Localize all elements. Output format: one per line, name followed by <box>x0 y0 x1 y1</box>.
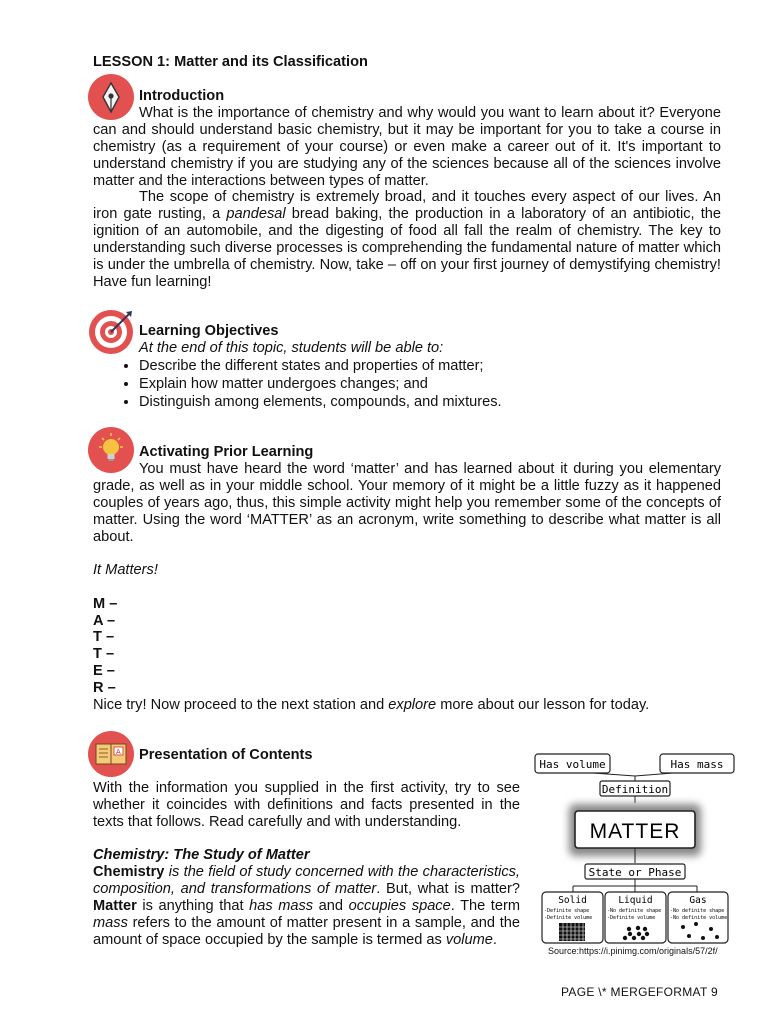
target-icon <box>88 309 134 355</box>
activity-closing: Nice try! Now proceed to the next station and explore more about our lesson for today. <box>93 697 650 713</box>
liquid-property: -No definite shape <box>607 908 662 914</box>
diagram-source: Source:https://i.pinimg.com/originals/57/2f/ <box>548 946 718 956</box>
objective-item: • Explain how matter undergoes changes; and <box>139 375 759 393</box>
liquid-property: -Definite volume <box>607 915 656 921</box>
presentation-intro: With the information you supplied in the first activity, try to see whether it coincides with definitions and facts presented in the texts that follows. Read carefully and with understanding. <box>93 780 520 830</box>
activity-title: It Matters! <box>93 562 158 578</box>
acronym-letter: R – <box>93 680 116 696</box>
book-icon <box>88 731 134 777</box>
gas-property: -No definite volume <box>670 915 728 921</box>
has-mass-label: Has mass <box>670 758 724 771</box>
definition-label: Definition <box>601 783 669 796</box>
prior-learning-heading: Activating Prior Learning <box>139 444 314 460</box>
objective-item: • Distinguish among elements, compounds, and mixtures. <box>139 393 759 411</box>
matter-definition: Chemistry is the field of study concerned with the characteristics, composition, and transformations of matter. But, what is matter? Matter is anything that has mass and occupies space. The term mass refers to the amount of matter present in a sample, and the amount of space occupied by the sample is termed as volume. <box>93 864 520 948</box>
objective-item: • Describe the different states and properties of matter; <box>139 357 759 375</box>
acronym-letter: E – <box>93 663 115 679</box>
acronym-letter: A – <box>93 613 116 629</box>
solid-property: -Definite shape <box>544 908 590 914</box>
objectives-list <box>93 357 759 411</box>
page-footer: PAGE \* MERGEFORMAT 9 <box>561 985 718 999</box>
solid-label: Solid <box>558 895 587 906</box>
presentation-heading: Presentation of Contents <box>139 747 313 763</box>
solid-property: -Definite volume <box>544 915 593 921</box>
intro-paragraph-2: The scope of chemistry is extremely broad, and it touches every aspect of our lives. An iron gate rusting, a pandesal bread baking, the production in a laboratory of an antibiotic, the ignition of an automobile, and the digesting of food all fall the realm of chemistry. The key to understanding such diverse processes is comprehending the fundamental nature of matter which is under the umbrella of chemistry. Now, take – off on your first journey of demystifying chemistry! Have fun learning! <box>93 189 722 290</box>
acronym-letter: T – <box>93 629 115 645</box>
gas-label: Gas <box>689 895 707 906</box>
chemistry-subheading: Chemistry: The Study of Matter <box>93 847 310 863</box>
intro-paragraph-1: What is the importance of chemistry and why would you want to learn about it? Everyone can and should understand basic chemistry, but it may be important for you to take a course in chemistry (as a requirement of your course) or even make a career out of it. It's important to understand chemistry if you are studying any of the sciences because all of the sciences involve matter and the interactions between types of matter. <box>93 105 721 189</box>
introduction-heading: Introduction <box>139 88 225 104</box>
learning-objectives-heading: Learning Objectives <box>139 323 279 339</box>
acronym-letter: M – <box>93 596 118 612</box>
lesson-title: LESSON 1: Matter and its Classification <box>93 54 368 70</box>
state-or-phase-label: State or Phase <box>588 866 682 879</box>
liquid-label: Liquid <box>618 895 653 906</box>
acronym-letter: T – <box>93 646 115 662</box>
matter-label: MATTER <box>589 820 681 843</box>
objectives-lead: At the end of this topic, students will be able to: <box>139 340 444 356</box>
matter-diagram <box>533 748 738 973</box>
has-volume-label: Has volume <box>539 758 606 771</box>
gas-property: -No definite shape <box>670 908 725 914</box>
svg-text:A: A <box>116 749 121 756</box>
prior-learning-paragraph: You must have heard the word ‘matter’ and has learned about it during you elementary grade, as well as in your middle school. Your memory of it might be a little fuzzy as it happened couples of years ago, thus, this simple activity might help you remember some of the concepts of matter. Using the word ‘MATTER’ as an acronym, write something to describe what matter is all about. <box>93 461 721 545</box>
